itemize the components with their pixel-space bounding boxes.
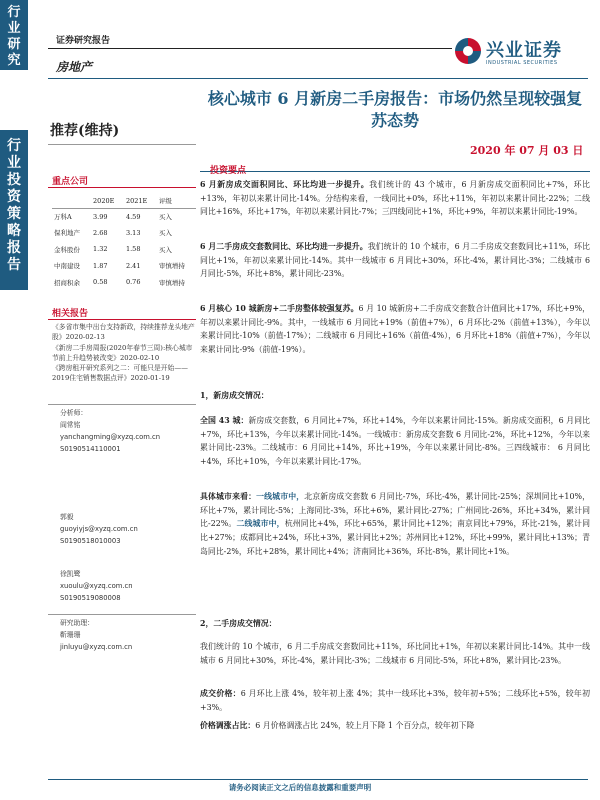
assistant-divider	[48, 614, 196, 615]
side-char: 研	[7, 37, 21, 52]
key-companies-rule	[48, 187, 196, 188]
table-cell: 审慎增持	[158, 262, 185, 271]
table-cell: 审慎增持	[158, 278, 185, 287]
side-char: 报	[7, 240, 21, 256]
analyst-block-1	[60, 407, 160, 455]
summary-paragraph-1	[200, 178, 590, 219]
keypoints-header	[200, 158, 590, 176]
assistant-email[interactable]: jinluyu@xyzq.com.cn	[60, 643, 133, 651]
related-reports-rule	[48, 319, 196, 320]
analyst-cert: S0190518010003	[60, 537, 121, 545]
table-cell: 3.13	[125, 228, 141, 237]
sector-label: 房地产	[56, 60, 93, 74]
paragraph-text: 新房成交套数，6 月同比+7%，环比+14%，今年以来累计同比-15%。新房成交面积，6 月同比+7%，环比+13%，今年以来累计同比-14%。一线城市：新房成交套数 6 月同比-2%，环比+12%，今年以来累计同比-23%。二线城市：6 月同比+14%，环比+19%，今年以来累计同比-8%。三四线城市： 6 月同比+4%，环比+10%，今年以来累计同比-17%。	[200, 416, 590, 467]
section-1-national	[200, 414, 590, 469]
paragraph-text: 6 月环比上涨 4%，较年初上涨 4%；其中一线环比+3%，较年初+5%；二线环比+5%，较年初+3%。	[200, 689, 590, 712]
table-cell: 1.58	[125, 245, 141, 254]
paragraph-lead: 具体城市来看：	[200, 492, 257, 501]
section-2-title: 2，二手房成交情况：	[200, 619, 277, 628]
company-logo	[455, 36, 595, 72]
tier2-highlight: 二线城市中，	[236, 519, 285, 529]
logo-emblem-icon	[455, 38, 481, 64]
table-cell: 1.32	[93, 245, 108, 254]
side-char: 业	[7, 155, 21, 171]
related-reports-list	[52, 322, 196, 384]
analyst-name: 徐凯鹭	[60, 570, 81, 578]
assistant-block	[60, 617, 132, 653]
table-cell: 3.99	[93, 212, 108, 221]
logo-text-en: INDUSTRIAL SECURITIES	[486, 60, 558, 66]
section-1-cities	[200, 490, 590, 559]
side-char: 告	[7, 257, 21, 273]
table-row	[52, 225, 196, 242]
disclaimer-footer: 请务必阅读正文之后的信息披露和重要声明	[228, 783, 372, 792]
analyst-cert: S0190514110001	[60, 445, 121, 453]
summary-paragraph-2	[200, 240, 590, 281]
section-2-price-ratio	[200, 719, 590, 733]
summary-paragraph-3	[200, 302, 590, 357]
paragraph-lead: 价格调涨占比：	[200, 721, 256, 730]
analyst-email[interactable]: yanchangming@xyzq.com.cn	[60, 433, 161, 441]
analyst-block-2	[60, 511, 138, 547]
related-report-link[interactable]: 《新房二手房周报(2020年春节三周):核心城市节前上升趋势被改变》2020-02-10	[52, 343, 193, 362]
table-header-cell	[52, 194, 91, 208]
report-date: 2020 年 07 月 03 日	[470, 144, 584, 157]
logo-text-cn: 兴业证券	[486, 40, 562, 61]
table-cell: 0.58	[93, 278, 108, 287]
table-cell: 中南建设	[54, 262, 80, 271]
paragraph-text: 北京新房成交套数 6 月同比-7%，环比-4%，累计同比-25%；深圳同比+10%，环比+7%，累计同比-5%；上海同比-3%，环比+6%，累计同比-27%；广州同比-26%，环比+34%，累计同比-22%。	[200, 492, 590, 529]
side-char: 行	[7, 5, 21, 20]
analyst-label: 分析师：	[60, 409, 88, 417]
paragraph-text: 我们统计的 10 个城市，6 月二手房成交套数同比+11%，环比同比+1%，年初以来累计同比-14%。其中一线城市 6 月同比+30%，环比-4%，累计同比-3%；二线城市 6 月同比-5%，环比+8%，累计同比-23%。	[200, 642, 590, 665]
table-cell: 2.68	[93, 228, 108, 237]
paragraph-text: 杭州同比+4%，环比+65%，累计同比+12%；南京同比+79%，环比-21%，累计同比+27%；成都同比+24%，环比+3%，累计同比+2%；苏州同比+12%，环比+99%，累计同比+13%；青岛同比-2%，环比+28%，累计同比+4%；济南同比+36%，环比-8%，累计同比+1%。	[200, 519, 590, 556]
analyst-name: 阎常铭	[60, 421, 81, 429]
paragraph-text: 我们统计的 10 个城市，6 月二手房成交套数同比+11%，环比同比+1%，年初以来累计同比-14%。其中一线城市 6 月同比+30%，环比-4%，累计同比-3%；二线城市 6 月同比-5%，环比+8%，累计同比-23%。	[200, 242, 590, 279]
header-divider	[48, 48, 452, 49]
side-char: 究	[7, 53, 21, 68]
analyst-block-3	[60, 568, 133, 604]
header-rule	[48, 78, 588, 79]
table-row	[52, 241, 196, 258]
table-cell: 买入	[158, 213, 172, 221]
table-cell: 买入	[158, 229, 172, 238]
analyst-divider	[48, 404, 196, 405]
analyst-email[interactable]: guoyiyjs@xyzq.com.cn	[60, 525, 138, 533]
paragraph-lead: 全国 43 城：	[200, 416, 249, 425]
side-char: 投	[7, 172, 21, 188]
keypoints-label: 投资要点	[210, 166, 247, 176]
table-cell: 买入	[158, 245, 172, 254]
paragraph-lead: 6 月二手房成交套数同比、环比均进一步提升。	[200, 242, 368, 251]
table-header-row	[52, 194, 196, 208]
table-cell: 1.87	[93, 261, 108, 270]
paragraph-lead: 6 月新房成交面积同比、环比均进一步提升。	[200, 180, 370, 189]
table-cell: 2.41	[125, 261, 141, 270]
table-cell: 金科股份	[54, 245, 80, 254]
related-report-link[interactable]: 《多省市集中出台支持新政，持续推荐龙头地产股》2020-02-13	[52, 323, 195, 342]
paragraph-lead: 成交价格：	[200, 689, 241, 698]
side-tab-strategy-report	[0, 130, 28, 290]
table-header-cell: 评级	[157, 194, 196, 208]
table-header-cell: 2020E	[91, 194, 124, 208]
paragraph-text: 我们统计的 43 个城市，6 月新房成交面积同比+7%，环比+13%，年初以来累计同比-14%。分结构来看，一线同比+0%，环比+11%，年初以来累计同比-22%；二线同比+16%，环比+17%，年初以来累计同比-7%；三四线同比+1%，环比+9%，年初以来累计同比-19%。	[200, 180, 590, 217]
assistant-name: 靳珊珊	[60, 631, 81, 639]
table-cell: 万科A	[54, 213, 72, 221]
related-reports-title: 相关报告	[52, 309, 89, 319]
table-cell: 0.76	[125, 278, 141, 287]
table-row	[52, 208, 196, 225]
paragraph-text: 6 月价格调涨占比 24%，较上月下降 1 个百分点，较年初下降	[255, 721, 475, 730]
assistant-label: 研究助理：	[60, 619, 94, 627]
section-1-title: 1，新房成交情况：	[200, 391, 269, 400]
side-char: 行	[7, 138, 21, 154]
paragraph-lead: 6 月核心 10 城新房+二手房整体较强复苏。	[200, 304, 359, 313]
table-header-cell: 2021E	[124, 194, 157, 208]
table-cell: 保利地产	[54, 229, 80, 238]
table-cell: 4.59	[125, 212, 141, 221]
report-title: 核心城市 6 月新房二手房报告：市场仍然呈现较强复苏态势	[207, 89, 583, 130]
analyst-email[interactable]: xuoulu@xyzq.com.cn	[60, 582, 133, 590]
report-type: 证券研究报告	[56, 36, 111, 46]
side-char: 策	[7, 206, 21, 222]
section-2-summary	[200, 640, 590, 667]
paragraph-text: 6 月 10 城新房+二手房成交套数合计值同比+17%，环比+9%，年初以来累计同比-9%。其中，一线城市 6 月同比+19%（前值+7%），6 月环比-2%（前值+13%），今年以来累计同比-10%（前值-17%）；二线城市 6 月同比+16%（前值-4%），6 月环比+18%（前值+7%），今年以来累计同比-9%（前值-19%）。	[200, 304, 591, 355]
key-companies-table	[52, 194, 196, 291]
side-tab-industry-research	[0, 0, 28, 70]
footer-rule	[48, 779, 588, 780]
side-char: 业	[7, 21, 21, 36]
analyst-name: 郭毅	[60, 513, 74, 521]
side-char: 资	[7, 189, 21, 205]
side-char: 略	[7, 223, 21, 239]
table-row	[52, 258, 196, 275]
table-cell: 招商积余	[54, 278, 80, 287]
tier1-highlight: 一线城市中，	[256, 492, 305, 501]
rating: 推荐(维持)	[50, 123, 120, 139]
rating-divider	[48, 144, 196, 145]
related-report-link[interactable]: 《跨房租开研究系列之二：可能只是开始——2019住宅销售数据点评》2020-01-19	[52, 364, 188, 383]
analyst-cert: S0190519080008	[60, 594, 121, 602]
section-2-price	[200, 687, 590, 714]
key-companies-title: 重点公司	[52, 177, 89, 187]
table-row	[52, 274, 196, 291]
